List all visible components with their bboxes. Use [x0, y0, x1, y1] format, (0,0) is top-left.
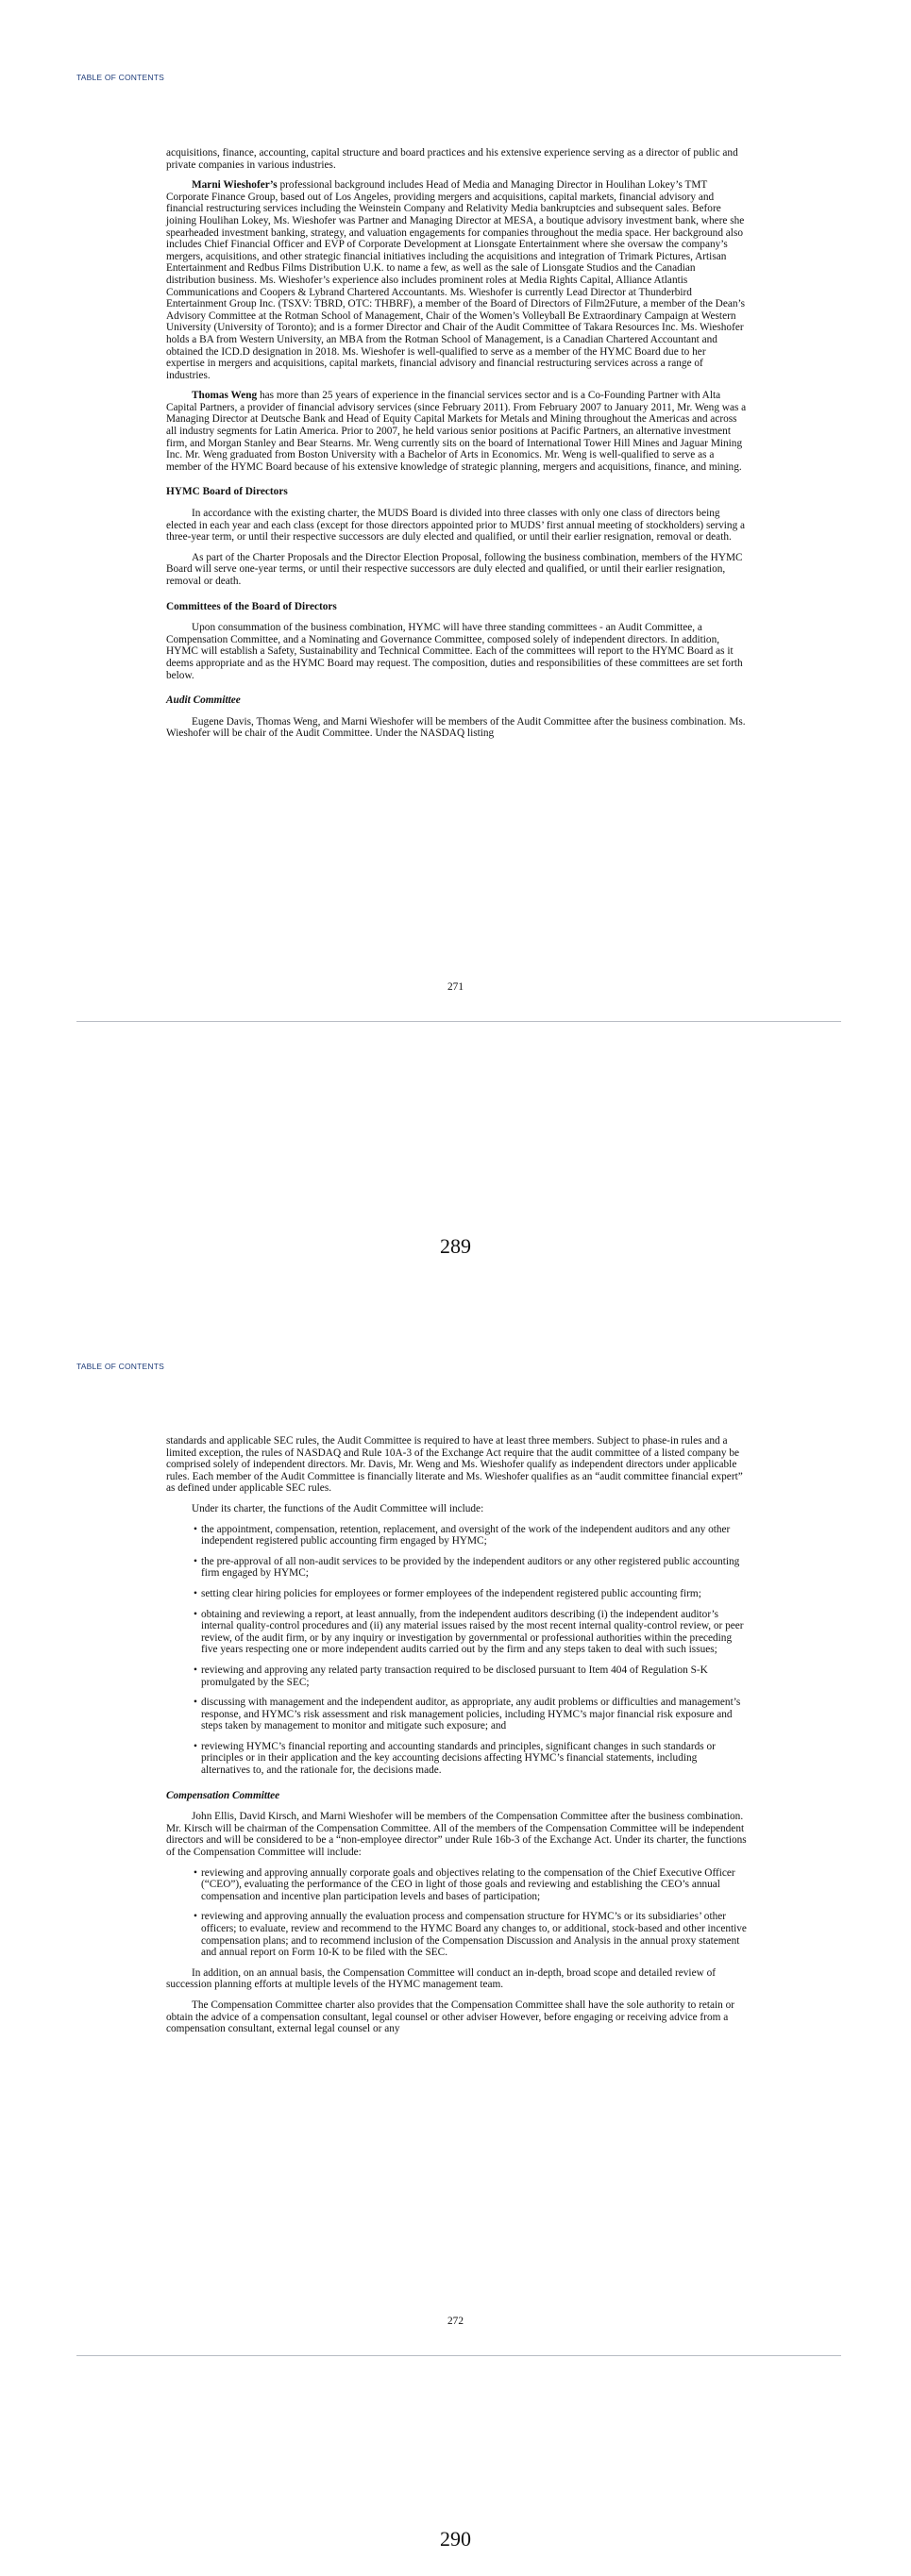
table-of-contents-link[interactable]: TABLE OF CONTENTS: [76, 1362, 164, 1371]
bio-name: Thomas Weng: [192, 390, 258, 402]
paragraph: The Compensation Committee charter also provides that the Compensation Committee shall have the sole authority to retain or obtain the advice of a compensation consultant, legal counsel or other adviser However, before engaging or receiving advice from a compensation consultant, external legal counsel or any: [166, 1999, 735, 2035]
bullet: •: [194, 1587, 197, 1599]
compensation-functions-list: [166, 1867, 747, 1959]
weng-bio: [166, 390, 747, 473]
page-number: 271: [447, 981, 464, 993]
list-item: [166, 1588, 747, 1600]
list-item: [166, 1911, 747, 1958]
list-item: [166, 1697, 747, 1732]
page-272-body: [166, 1435, 747, 2044]
bullet: •: [194, 1608, 197, 1620]
list-item-text: discussing with management and the independent auditor, as appropriate, any audit problems or difficulties and management’s response, and HYMC’s risk assessment and risk management policies, including HYMC’s major financial risk exposure and steps taken by management to monitor and mitigate such exposure; and: [201, 1697, 741, 1732]
bio-text: has more than 25 years of experience in the financial services sector and is a Co-Founding Partner with Alta Capital Partners, a provider of financial advisory services (since February 2011). From February 2007 to January 2011, Mr. Weng was a Managing Director at Deutsche Bank and Head of Equity Capital Markets for Metals and Mining throughout the Americas and across all industry segments for Latin America. Prior to 2007, he held various senior positions at Pacific Partners, an alternative investment firm, and Morgan Stanley and Bear Stearns. Mr. Weng currently sits on the board of International Tower Hill Mines and Jaguar Mining Inc. Mr. Weng graduated from Boston University with a Bachelor of Arts in Economics. Mr. Weng is well-qualified to serve as a member of the HYMC Board because of his extensive knowledge of strategic planning, mergers and acquisitions, finance, and mining.: [166, 390, 747, 473]
list-item-text: obtaining and reviewing a report, at least annually, from the independent auditors describing (i) the independent auditor’s internal quality-control procedures and (ii) any material issues raised by the most recent internal quality-control review, or peer review, of the audit firm, or by any inquiry or investigation by governmental or professional authorities within the preceding five years respecting one or more independent audits carried out by the firm and any steps taken to deal with such issues;: [201, 1608, 744, 1656]
section-heading: Committees of the Board of Directors: [166, 600, 337, 612]
list-item-text: reviewing and approving any related party transaction required to be disclosed pursuant to Item 404 of Regulation S-K promulgated by the SEC;: [201, 1664, 708, 1688]
page-271-body: [166, 147, 747, 748]
list-item-text: setting clear hiring policies for employees or former employees of the independent registered public accounting firm;: [201, 1587, 701, 1599]
paragraph: As part of the Charter Proposals and the Director Election Proposal, following the business combination, members of the HYMC Board will serve one-year terms, or until their respective successors are duly elected and qualified, or until their earlier resignation, removal or death.: [166, 551, 743, 587]
list-item-text: reviewing and approving annually corporate goals and objectives relating to the compensation of the Chief Executive Officer (“CEO”), evaluating the performance of the CEO in light of those goals and reviewing and establishing the CEO’s annual compensation and incentive plan participation levels and bases of participation;: [201, 1866, 735, 1902]
paragraph: Eugene Davis, Thomas Weng, and Marni Wieshofer will be members of the Audit Committee after the business combination. Ms. Wieshofer will be chair of the Audit Committee. Under the NASDAQ listing: [166, 715, 746, 740]
wieshofer-bio: [166, 179, 747, 381]
paragraph: Under its charter, the functions of the Audit Committee will include:: [192, 1502, 484, 1514]
page-number: 272: [447, 2316, 464, 2327]
table-of-contents-link[interactable]: TABLE OF CONTENTS: [76, 73, 164, 82]
bullet: •: [194, 1523, 197, 1535]
list-item: [166, 1556, 747, 1580]
pdf-page-number: 290: [440, 2527, 471, 2551]
list-item-text: reviewing HYMC’s financial reporting and accounting standards and principles, significant changes in such standards or principles or in their application and the key accounting decisions affecting HYMC’s financial statements, including alternatives to, and the rationale for, the decisions made.: [201, 1740, 716, 1777]
page-divider: [76, 1021, 841, 1022]
list-item-text: reviewing and approving annually the evaluation process and compensation structure for HYMC’s or its subsidiaries’ other officers; to evaluate, review and recommend to the HYMC Board any changes to, or additional, stock-based and other incentive compensation plans; and to recommend inclusion of the Compensation Discussion and Analysis in the annual proxy statement and annual report on Form 10-K to be filed with the SEC.: [201, 1911, 747, 1959]
subsection-heading: Audit Committee: [166, 694, 241, 707]
pdf-page-number: 289: [440, 1234, 471, 1258]
list-item: [166, 1524, 747, 1547]
page-divider: [76, 2355, 841, 2356]
list-item-text: the appointment, compensation, retention, replacement, and oversight of the work of the independent auditors and any other independent registered public accounting firm engaged by HYMC;: [201, 1523, 731, 1547]
list-item-text: the pre-approval of all non-audit services to be provided by the independent auditors or any other registered public accounting firm engaged by HYMC;: [201, 1555, 740, 1580]
paragraph: In accordance with the existing charter, the MUDS Board is divided into three classes with only one class of directors being elected in each year and each class (except for those directors appointed prior to MUDS’ first annual meeting of stockholders) serving a three-year term, or until their respective successors are duly elected and qualified, or until their earlier resignation, removal or death.: [166, 508, 746, 544]
bio-name: Marni Wieshofer’s: [192, 179, 278, 192]
section-heading: HYMC Board of Directors: [166, 486, 288, 498]
list-item: [166, 1609, 747, 1656]
bullet: •: [194, 1911, 197, 1923]
audit-functions-list: [166, 1524, 747, 1777]
subsection-heading: Compensation Committee: [166, 1789, 280, 1801]
list-item: [166, 1741, 747, 1777]
bullet: •: [194, 1697, 197, 1709]
bio-text: professional background includes Head of Media and Managing Director in Houlihan Lokey’s TMT Corporate Finance Group, based out of Los Angeles, providing mergers and acquisitions, capital markets, financial advisory and financial restructuring services including the Weinstein Company and Relativity Media bankruptcies and subsequent sales. Before joining Houlihan Lokey, Ms. Wieshofer was Partner and Managing Director at MESA, a boutique advisory investment bank, where she spearheaded investment banking, strategy, and valuation engagements for companies throughout the media space. Her background also includes Chief Financial Officer and EVP of Corporate Development at Lionsgate Entertainment where she oversaw the company’s mergers, acquisitions, and other strategic financial initiatives including the acquisitions and integration of Trimark Pictures, Artisan Entertainment and Redbus Films Distribution U.K. to name a few, as well as the sale of Lionsgate Studios and the Canadian distribution business. Ms. Wieshofer’s experience also includes prominent roles at Media Rights Capital, Alliance Atlantis Communications and Coopers & Lybrand Chartered Accountants. Ms. Wieshofer is currently Lead Director at Thunderbird Entertainment Group Inc. (TSXV: TBRD, OTC: THBRF), a member of the Board of Directors of Film2Future, a member of the Dean’s Advisory Committee at the Rotman School of Management, Chair of the Women’s Volleyball Be Extraordinary Campaign at Western University (University of Toronto); and is a former Director and Chair of the Audit Committee of Takara Resources Inc. Ms. Wieshofer holds a BA from Western University, an MBA from the Rotman School of Management, is a Canadian Chartered Accountant and obtained the ICD.D designation in 2018. Ms. Wieshofer is well-qualified to serve as a member of the HYMC Board due to her expertise in mergers and acquisitions, capital markets, financial advisory and financial restructuring services across a range of industries.: [166, 179, 746, 381]
paragraph: standards and applicable SEC rules, the Audit Committee is required to have at least three members. Subject to phase-in rules and a limited exception, the rules of NASDAQ and Rule 10A-3 of the Exchange Act require that the audit committee of a listed company be comprised solely of independent directors. Mr. Davis, Mr. Weng and Ms. Wieshofer qualify as independent directors under applicable rules. Each member of the Audit Committee is financially literate and Ms. Wieshofer qualifies as an “audit committee financial expert” as defined under applicable SEC rules.: [166, 1435, 743, 1495]
list-item: [166, 1867, 747, 1903]
paragraph: John Ellis, David Kirsch, and Marni Wieshofer will be members of the Compensation Committee after the business combination. Mr. Kirsch will be chairman of the Compensation Committee. All of the members of the Compensation Committee will be independent directors and will be considered to be a “non-employee director” under Rule 16b-3 of the Exchange Act. Under its charter, the functions of the Compensation Committee will include:: [166, 1811, 747, 1859]
paragraph: Upon consummation of the business combination, HYMC will have three standing committees - an Audit Committee, a Compensation Committee, and a Nominating and Governance Committee, composed solely of independent directors. In addition, HYMC will establish a Safety, Sustainability and Technical Committee. Each of the committees will report to the HYMC Board as it deems appropriate and as the HYMC Board may request. The composition, duties and responsibilities of these committees are set forth below.: [166, 622, 743, 681]
list-item: [166, 1664, 747, 1688]
bullet: •: [194, 1664, 197, 1676]
paragraph: In addition, on an annual basis, the Compensation Committee will conduct an in-depth, broad scope and detailed review of succession planning efforts at multiple levels of the HYMC management team.: [166, 1966, 716, 1991]
paragraph: acquisitions, finance, accounting, capital structure and board practices and his extensive experience serving as a director of public and private companies in various industries.: [166, 147, 738, 171]
bullet: •: [194, 1866, 197, 1879]
bullet: •: [194, 1555, 197, 1567]
bullet: •: [194, 1740, 197, 1752]
